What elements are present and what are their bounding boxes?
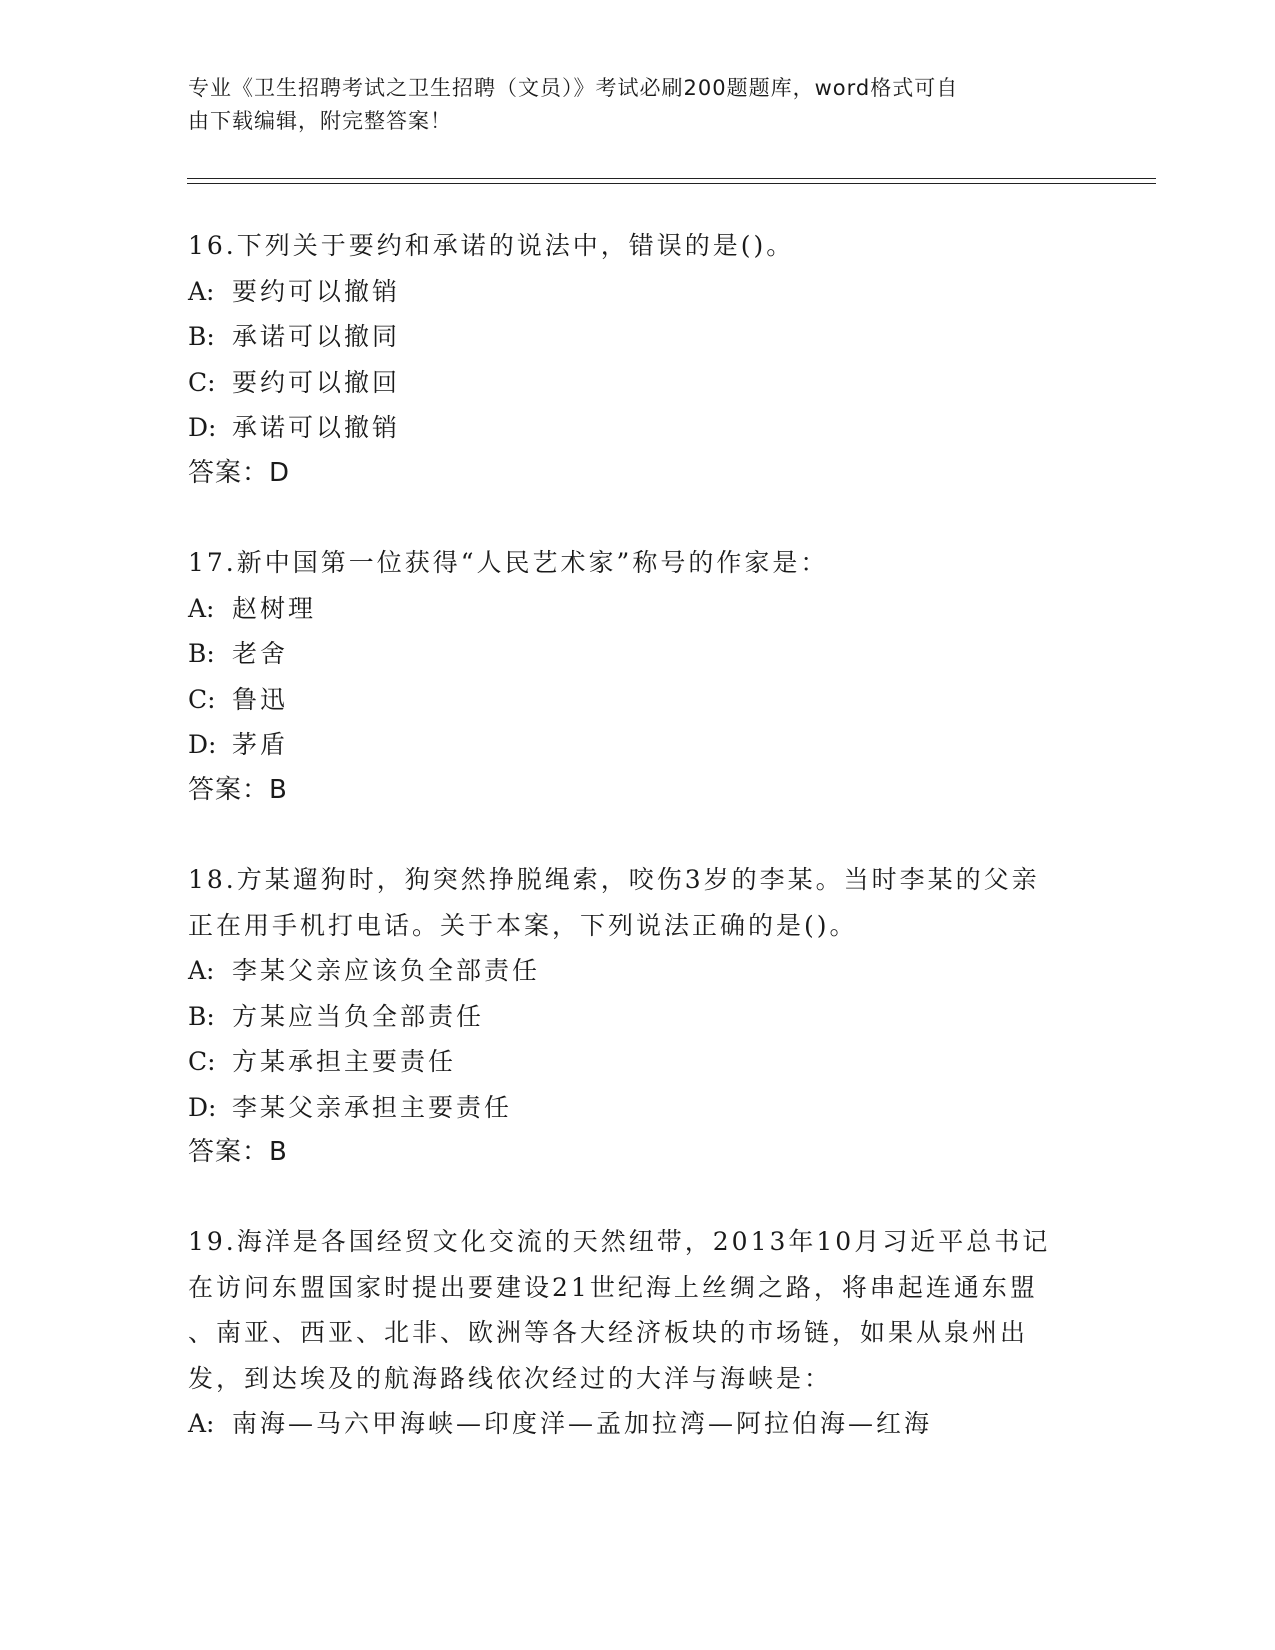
option-c xyxy=(188,677,1088,723)
option-text: 方某应当负全部责任 xyxy=(232,1001,485,1031)
option-text: 鲁迅 xyxy=(232,684,289,714)
option-text: 方某承担主要责任 xyxy=(232,1047,457,1076)
option-text: 承诺可以撤销 xyxy=(232,413,401,442)
option-letter: B: xyxy=(188,639,215,668)
option-text: 南海—马六甲海峡—印度洋—孟加拉湾—阿拉伯海—红海 xyxy=(232,1409,933,1438)
option-a xyxy=(188,1401,1088,1447)
question-18 xyxy=(188,857,1088,1176)
option-text: 承诺可以撤同 xyxy=(232,322,401,351)
option-text: 李某父亲承担主要责任 xyxy=(232,1092,513,1122)
question-stem: 18.方某遛狗时，狗突然挣脱绳索，咬伤3岁的李某。当时李某的父亲 xyxy=(188,865,1040,894)
option-d xyxy=(188,722,1088,768)
option-letter: A: xyxy=(188,593,215,623)
answer-line: 答案：D xyxy=(188,457,291,488)
question-19 xyxy=(188,1219,1088,1447)
option-letter: C: xyxy=(188,367,216,397)
option-d xyxy=(188,405,1088,451)
question-stem: 16.下列关于要约和承诺的说法中，错误的是()。 xyxy=(188,231,795,260)
option-letter: C: xyxy=(188,684,216,714)
option-letter: D: xyxy=(188,1092,217,1122)
question-16 xyxy=(188,223,1088,496)
question-stem: 17.新中国第一位获得“人民艺术家”称号的作家是： xyxy=(188,548,829,577)
option-letter: A: xyxy=(188,276,215,306)
document-header xyxy=(188,72,1088,138)
option-text: 要约可以撤回 xyxy=(232,367,401,397)
answer-line: 答案：B xyxy=(188,1137,288,1167)
question-17 xyxy=(188,540,1088,813)
option-c xyxy=(188,1039,1088,1085)
option-b xyxy=(188,631,1088,677)
option-letter: D: xyxy=(188,730,217,759)
option-text: 要约可以撤销 xyxy=(232,276,401,306)
option-letter: C: xyxy=(188,1047,216,1076)
header-line-2: 由下载编辑，附完整答案！ xyxy=(188,109,452,133)
header-line-1: 专业《卫生招聘考试之卫生招聘（文员）》考试必刷200题题库，word格式可自 xyxy=(188,76,959,100)
option-text: 茅盾 xyxy=(232,730,289,759)
question-stem: 、南亚、西亚、北非、欧洲等各大经济板块的市场链，如果从泉州出 xyxy=(188,1318,1029,1347)
option-text: 老舍 xyxy=(232,639,289,668)
question-stem: 发，到达埃及的航海路线依次经过的大洋与海峡是： xyxy=(188,1363,833,1393)
question-stem: 正在用手机打电话。关于本案，下列说法正确的是()。 xyxy=(188,910,858,940)
option-letter: B: xyxy=(188,1001,215,1031)
option-letter: B: xyxy=(188,322,215,351)
header-divider-bottom xyxy=(187,183,1156,184)
option-c xyxy=(188,360,1088,406)
answer-line: 答案：B xyxy=(188,774,288,805)
option-letter: A: xyxy=(188,956,215,985)
option-a xyxy=(188,948,1088,994)
option-d xyxy=(188,1085,1088,1131)
header-divider-top xyxy=(187,178,1156,179)
option-a xyxy=(188,269,1088,315)
option-letter: A: xyxy=(188,1409,215,1438)
question-stem: 在访问东盟国家时提出要建设21世纪海上丝绸之路，将串起连通东盟 xyxy=(188,1272,1038,1302)
question-stem: 19.海洋是各国经贸文化交流的天然纽带，2013年10月习近平总书记 xyxy=(188,1227,1051,1256)
option-text: 赵树理 xyxy=(232,593,317,623)
option-b xyxy=(188,314,1088,360)
option-letter: D: xyxy=(188,413,217,442)
option-a xyxy=(188,586,1088,632)
option-text: 李某父亲应该负全部责任 xyxy=(232,956,541,985)
option-b xyxy=(188,994,1088,1040)
